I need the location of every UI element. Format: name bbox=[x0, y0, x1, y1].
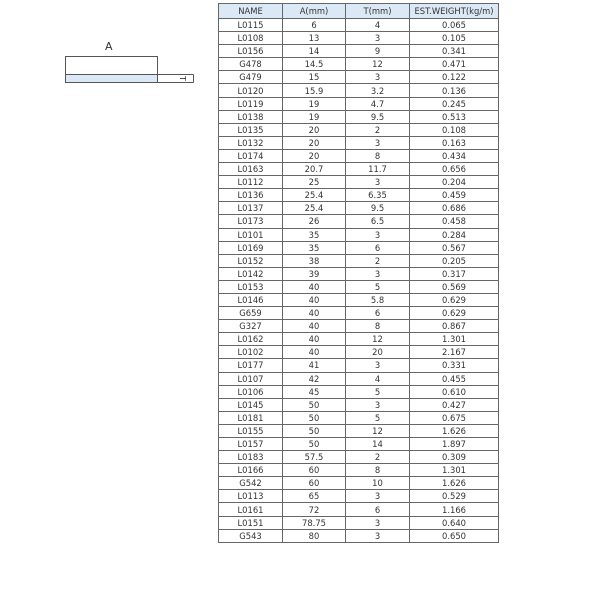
table-row bbox=[219, 385, 499, 398]
cell-t: 9 bbox=[346, 45, 410, 58]
cell-a: 39 bbox=[283, 267, 346, 280]
table-row bbox=[219, 477, 499, 490]
column-header-weight: EST.WEIGHT(kg/m) bbox=[410, 4, 499, 19]
cell-weight: 0.163 bbox=[410, 136, 499, 149]
cell-a: 50 bbox=[283, 424, 346, 437]
cell-name: L0102 bbox=[219, 346, 283, 359]
table-row bbox=[219, 424, 499, 437]
table-row bbox=[219, 307, 499, 320]
cell-name: L0107 bbox=[219, 372, 283, 385]
cell-weight: 1.301 bbox=[410, 333, 499, 346]
flat-bar-spec-table bbox=[218, 3, 499, 543]
cell-t: 12 bbox=[346, 58, 410, 71]
cell-a: 25.4 bbox=[283, 202, 346, 215]
table-row bbox=[219, 333, 499, 346]
cell-name: L0169 bbox=[219, 241, 283, 254]
table-row bbox=[219, 464, 499, 477]
table-row bbox=[219, 32, 499, 45]
cell-name: G327 bbox=[219, 320, 283, 333]
cell-a: 25.4 bbox=[283, 189, 346, 202]
cell-weight: 0.434 bbox=[410, 149, 499, 162]
table-row bbox=[219, 490, 499, 503]
cell-name: L0173 bbox=[219, 215, 283, 228]
table-row bbox=[219, 176, 499, 189]
cell-t: 6 bbox=[346, 241, 410, 254]
cell-a: 15 bbox=[283, 71, 346, 84]
cell-t: 2 bbox=[346, 451, 410, 464]
table-row bbox=[219, 346, 499, 359]
table-row bbox=[219, 58, 499, 71]
cell-t: 3.2 bbox=[346, 84, 410, 97]
table-row bbox=[219, 228, 499, 241]
cell-a: 60 bbox=[283, 477, 346, 490]
cell-a: 40 bbox=[283, 280, 346, 293]
cell-name: G479 bbox=[219, 71, 283, 84]
cell-weight: 0.458 bbox=[410, 215, 499, 228]
cell-weight: 0.867 bbox=[410, 320, 499, 333]
cell-a: 20 bbox=[283, 136, 346, 149]
table-row bbox=[219, 254, 499, 267]
table-row bbox=[219, 398, 499, 411]
table-row bbox=[219, 451, 499, 464]
cell-name: L0156 bbox=[219, 45, 283, 58]
cell-t: 5 bbox=[346, 280, 410, 293]
cell-weight: 2.167 bbox=[410, 346, 499, 359]
cell-weight: 0.317 bbox=[410, 267, 499, 280]
cell-a: 50 bbox=[283, 411, 346, 424]
cell-t: 12 bbox=[346, 333, 410, 346]
cell-a: 57.5 bbox=[283, 451, 346, 464]
cell-name: L0119 bbox=[219, 97, 283, 110]
cell-a: 45 bbox=[283, 385, 346, 398]
table-row bbox=[219, 123, 499, 136]
cell-a: 60 bbox=[283, 464, 346, 477]
cell-t: 3 bbox=[346, 228, 410, 241]
cell-name: L0142 bbox=[219, 267, 283, 280]
cell-name: L0115 bbox=[219, 19, 283, 32]
cell-t: 5 bbox=[346, 411, 410, 424]
table-row bbox=[219, 97, 499, 110]
cell-t: 9.5 bbox=[346, 202, 410, 215]
a-dimension-label: A bbox=[105, 40, 113, 53]
cell-a: 13 bbox=[283, 32, 346, 45]
cell-a: 40 bbox=[283, 333, 346, 346]
cell-name: L0174 bbox=[219, 149, 283, 162]
cell-weight: 0.471 bbox=[410, 58, 499, 71]
cell-t: 8 bbox=[346, 320, 410, 333]
table-body bbox=[219, 19, 499, 543]
cell-a: 72 bbox=[283, 503, 346, 516]
cell-a: 42 bbox=[283, 372, 346, 385]
cell-a: 40 bbox=[283, 307, 346, 320]
table-row bbox=[219, 411, 499, 424]
table-row bbox=[219, 267, 499, 280]
cell-t: 3 bbox=[346, 398, 410, 411]
cell-name: G543 bbox=[219, 529, 283, 542]
column-header-t: T(mm) bbox=[346, 4, 410, 19]
table-row bbox=[219, 438, 499, 451]
cell-weight: 0.629 bbox=[410, 307, 499, 320]
cell-weight: 0.309 bbox=[410, 451, 499, 464]
cell-t: 8 bbox=[346, 464, 410, 477]
cell-a: 80 bbox=[283, 529, 346, 542]
cell-a: 65 bbox=[283, 490, 346, 503]
cell-name: L0177 bbox=[219, 359, 283, 372]
cell-t: 4 bbox=[346, 372, 410, 385]
column-header-a: A(mm) bbox=[283, 4, 346, 19]
cell-a: 20.7 bbox=[283, 163, 346, 176]
table-row bbox=[219, 280, 499, 293]
cell-weight: 0.136 bbox=[410, 84, 499, 97]
cell-weight: 0.455 bbox=[410, 372, 499, 385]
cell-name: L0183 bbox=[219, 451, 283, 464]
cell-name: L0145 bbox=[219, 398, 283, 411]
cell-weight: 0.686 bbox=[410, 202, 499, 215]
table-header-row bbox=[219, 4, 499, 19]
cell-t: 6.5 bbox=[346, 215, 410, 228]
table-row bbox=[219, 529, 499, 542]
table-row bbox=[219, 320, 499, 333]
cell-name: L0146 bbox=[219, 293, 283, 306]
table-row bbox=[219, 293, 499, 306]
cell-name: L0132 bbox=[219, 136, 283, 149]
cell-weight: 1.897 bbox=[410, 438, 499, 451]
cell-weight: 0.513 bbox=[410, 110, 499, 123]
cell-t: 3 bbox=[346, 32, 410, 45]
table-row bbox=[219, 202, 499, 215]
cell-name: L0161 bbox=[219, 503, 283, 516]
cell-weight: 0.610 bbox=[410, 385, 499, 398]
table-row bbox=[219, 215, 499, 228]
cell-weight: 0.108 bbox=[410, 123, 499, 136]
cell-name: L0108 bbox=[219, 32, 283, 45]
cell-weight: 0.105 bbox=[410, 32, 499, 45]
cell-weight: 1.301 bbox=[410, 464, 499, 477]
cell-a: 40 bbox=[283, 293, 346, 306]
cell-t: 14 bbox=[346, 438, 410, 451]
column-header-name: NAME bbox=[219, 4, 283, 19]
cell-a: 19 bbox=[283, 97, 346, 110]
cell-name: L0106 bbox=[219, 385, 283, 398]
bar-cross-section bbox=[66, 75, 158, 83]
table-row bbox=[219, 372, 499, 385]
cell-weight: 0.205 bbox=[410, 254, 499, 267]
cell-name: L0181 bbox=[219, 411, 283, 424]
flat-bar-diagram bbox=[60, 40, 200, 90]
cell-weight: 0.640 bbox=[410, 516, 499, 529]
cell-weight: 0.122 bbox=[410, 71, 499, 84]
table-row bbox=[219, 110, 499, 123]
cell-name: G478 bbox=[219, 58, 283, 71]
cell-a: 20 bbox=[283, 149, 346, 162]
cell-weight: 0.459 bbox=[410, 189, 499, 202]
cell-weight: 0.675 bbox=[410, 411, 499, 424]
t-dimension-label: T bbox=[177, 76, 187, 81]
cell-weight: 0.656 bbox=[410, 163, 499, 176]
cell-t: 6 bbox=[346, 307, 410, 320]
cell-weight: 0.065 bbox=[410, 19, 499, 32]
cell-name: L0113 bbox=[219, 490, 283, 503]
cell-t: 4.7 bbox=[346, 97, 410, 110]
cell-t: 3 bbox=[346, 136, 410, 149]
cell-weight: 1.626 bbox=[410, 424, 499, 437]
cell-weight: 0.427 bbox=[410, 398, 499, 411]
cell-a: 40 bbox=[283, 346, 346, 359]
cell-a: 20 bbox=[283, 123, 346, 136]
cell-a: 15.9 bbox=[283, 84, 346, 97]
cell-t: 3 bbox=[346, 529, 410, 542]
table-row bbox=[219, 136, 499, 149]
cell-a: 35 bbox=[283, 241, 346, 254]
cell-t: 20 bbox=[346, 346, 410, 359]
cell-weight: 0.650 bbox=[410, 529, 499, 542]
cell-name: L0151 bbox=[219, 516, 283, 529]
cell-a: 26 bbox=[283, 215, 346, 228]
cell-weight: 0.567 bbox=[410, 241, 499, 254]
cell-weight: 0.204 bbox=[410, 176, 499, 189]
cell-t: 12 bbox=[346, 424, 410, 437]
cell-a: 25 bbox=[283, 176, 346, 189]
cell-weight: 0.341 bbox=[410, 45, 499, 58]
cell-t: 3 bbox=[346, 176, 410, 189]
cell-a: 14 bbox=[283, 45, 346, 58]
cell-t: 2 bbox=[346, 254, 410, 267]
cell-t: 5.8 bbox=[346, 293, 410, 306]
table-row bbox=[219, 503, 499, 516]
cell-weight: 0.629 bbox=[410, 293, 499, 306]
cell-name: G659 bbox=[219, 307, 283, 320]
cell-t: 6.35 bbox=[346, 189, 410, 202]
cell-name: L0137 bbox=[219, 202, 283, 215]
cell-a: 19 bbox=[283, 110, 346, 123]
cell-t: 10 bbox=[346, 477, 410, 490]
table-row bbox=[219, 516, 499, 529]
table-row bbox=[219, 84, 499, 97]
cell-name: L0155 bbox=[219, 424, 283, 437]
cell-a: 78.75 bbox=[283, 516, 346, 529]
cell-a: 50 bbox=[283, 438, 346, 451]
cell-weight: 1.626 bbox=[410, 477, 499, 490]
cell-name: L0157 bbox=[219, 438, 283, 451]
cell-name: L0138 bbox=[219, 110, 283, 123]
cell-name: G542 bbox=[219, 477, 283, 490]
table-row bbox=[219, 163, 499, 176]
cell-weight: 0.529 bbox=[410, 490, 499, 503]
cell-weight: 0.284 bbox=[410, 228, 499, 241]
cell-a: 6 bbox=[283, 19, 346, 32]
table-row bbox=[219, 189, 499, 202]
cell-t: 5 bbox=[346, 385, 410, 398]
table-row bbox=[219, 359, 499, 372]
cell-name: L0153 bbox=[219, 280, 283, 293]
cell-name: L0101 bbox=[219, 228, 283, 241]
table-row bbox=[219, 45, 499, 58]
cell-t: 3 bbox=[346, 490, 410, 503]
cell-a: 50 bbox=[283, 398, 346, 411]
table-row bbox=[219, 71, 499, 84]
cell-name: L0136 bbox=[219, 189, 283, 202]
cell-a: 40 bbox=[283, 320, 346, 333]
cell-t: 11.7 bbox=[346, 163, 410, 176]
cell-t: 8 bbox=[346, 149, 410, 162]
cell-name: L0135 bbox=[219, 123, 283, 136]
cell-t: 2 bbox=[346, 123, 410, 136]
cell-t: 3 bbox=[346, 267, 410, 280]
table-row bbox=[219, 19, 499, 32]
cell-t: 4 bbox=[346, 19, 410, 32]
cell-weight: 0.331 bbox=[410, 359, 499, 372]
cell-t: 9.5 bbox=[346, 110, 410, 123]
cell-t: 3 bbox=[346, 516, 410, 529]
cell-name: L0163 bbox=[219, 163, 283, 176]
cell-a: 35 bbox=[283, 228, 346, 241]
cell-t: 3 bbox=[346, 71, 410, 84]
flat-bar-drawing bbox=[60, 40, 200, 90]
cell-name: L0112 bbox=[219, 176, 283, 189]
cell-weight: 0.569 bbox=[410, 280, 499, 293]
table-row bbox=[219, 149, 499, 162]
cell-name: L0152 bbox=[219, 254, 283, 267]
cell-name: L0166 bbox=[219, 464, 283, 477]
cell-a: 41 bbox=[283, 359, 346, 372]
cell-name: L0162 bbox=[219, 333, 283, 346]
cell-t: 6 bbox=[346, 503, 410, 516]
table-row bbox=[219, 241, 499, 254]
cell-name: L0120 bbox=[219, 84, 283, 97]
cell-t: 3 bbox=[346, 359, 410, 372]
cell-a: 14.5 bbox=[283, 58, 346, 71]
cell-a: 38 bbox=[283, 254, 346, 267]
cell-weight: 0.245 bbox=[410, 97, 499, 110]
cell-weight: 1.166 bbox=[410, 503, 499, 516]
